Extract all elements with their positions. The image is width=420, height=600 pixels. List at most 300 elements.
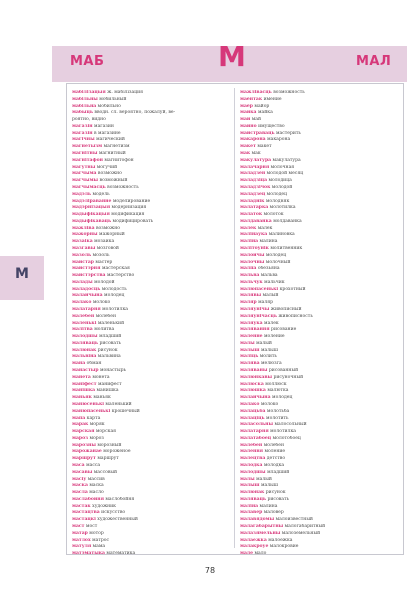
dictionary-entry [240, 287, 400, 294]
dictionary-entry [72, 97, 232, 104]
entry-headword: маліна [240, 239, 259, 245]
entry-headword: майстэрня [72, 266, 101, 272]
entry-headword: марожанае [72, 449, 102, 455]
entry-headword: мажліва [72, 225, 95, 231]
entry-definition: малёк [256, 225, 273, 231]
header-left-word: МАБ [70, 54, 105, 69]
entry-definition: карта [85, 415, 101, 421]
entry-headword: матлох [72, 537, 91, 543]
entry-headword: малацьба [240, 408, 266, 414]
entry-definition: малёк [262, 320, 279, 326]
entry-headword: малодшы [240, 469, 266, 475]
entry-headword: малатарка [240, 205, 269, 211]
entry-headword: малпа [240, 266, 257, 272]
entry-headword: малатарня [72, 307, 101, 312]
entry-definition: молотьба [265, 408, 290, 414]
dictionary-entry [72, 361, 232, 368]
dictionary-entry [240, 348, 400, 355]
entry-definition: майор [252, 103, 270, 109]
entry-headword: майстэрства [72, 273, 106, 279]
entry-definition: морская [94, 429, 117, 435]
dictionary-entry [72, 192, 232, 199]
entry-definition: манифест [96, 381, 122, 387]
dictionary-entry [240, 171, 400, 178]
dictionary-entry [240, 144, 400, 151]
dictionary-entry [240, 266, 400, 273]
entry-definition: маловер [262, 510, 284, 516]
dictionary-entry [72, 158, 232, 165]
entry-definition: имение [262, 96, 282, 102]
entry-definition: майка [256, 110, 273, 116]
entry-headword: малітва [72, 327, 93, 333]
dictionary-entry [72, 110, 232, 117]
entry-definition: молотилка [268, 205, 296, 211]
entry-headword: малако [240, 401, 260, 407]
entry-definition: в магазине [92, 130, 121, 136]
entry-definition: масло [87, 490, 104, 496]
entry-headword: мак [240, 151, 251, 157]
entry-headword: макет [240, 144, 256, 150]
entry-headword: малаток [240, 212, 263, 218]
entry-headword: малатабоец [240, 435, 272, 441]
entry-headword: магчыма [72, 171, 97, 177]
entry-headword: мадэрнізацыя [72, 205, 111, 211]
dictionary-entry [240, 185, 400, 192]
entry-headword: малойчы [240, 252, 265, 258]
dictionary-entry [72, 341, 232, 348]
entry-headword: май [240, 117, 251, 123]
entry-definition: малютка [265, 388, 289, 394]
dictionary-entry [72, 212, 232, 219]
entry-definition: магнетизм [102, 144, 130, 150]
dictionary-entry [72, 544, 232, 551]
entry-definition: магнитофон [102, 157, 134, 163]
entry-headword: мальва [240, 273, 260, 279]
dictionary-entry [72, 293, 232, 300]
entry-definition: модификация [109, 212, 145, 218]
dictionary-entry [240, 456, 400, 463]
dictionary-entry [72, 131, 232, 138]
dictionary-entry [72, 90, 232, 97]
entry-definition: возможный [98, 178, 128, 184]
entry-definition: малый [261, 293, 279, 299]
entry-headword: маляўка [240, 320, 263, 326]
dictionary-entry [240, 416, 400, 423]
dictionary-entry [240, 368, 400, 375]
entry-definition: младший [265, 469, 290, 475]
entry-headword: маляўнічасць [240, 313, 277, 319]
entry-definition: моление [263, 449, 286, 455]
dictionary-entry [240, 273, 400, 280]
entry-definition: ж. мабілізация [105, 90, 144, 95]
entry-headword: маладосць [72, 286, 101, 292]
dictionary-entry [240, 429, 400, 436]
entry-headword: маляваны [240, 368, 268, 374]
dictionary-entry [72, 314, 232, 321]
entry-definition: магнитный [97, 151, 126, 157]
dictionary-entry [240, 212, 400, 219]
entry-headword: мадэль [72, 191, 91, 197]
entry-headword: маладзён [240, 171, 266, 177]
entry-definition: маршрут [95, 456, 119, 462]
dictionary-entry [240, 280, 400, 287]
entry-headword: манюсенькі [72, 401, 104, 407]
entry-headword: малюнак [240, 490, 265, 496]
dictionary-entry [72, 124, 232, 131]
entry-definition: мастерить [274, 130, 301, 136]
dictionary-entry [240, 551, 400, 558]
entry-headword: мальчук [240, 279, 263, 285]
dictionary-entry [72, 226, 232, 233]
dictionary-entry [240, 354, 400, 361]
entry-definition: малосольный [273, 422, 307, 428]
entry-headword: мана [72, 361, 86, 367]
entry-definition: молодой месяц [265, 171, 304, 177]
entry-headword: маладзец [240, 191, 266, 197]
left-column [72, 90, 232, 558]
dictionary-entry [240, 293, 400, 300]
entry-definition: искусство [99, 510, 126, 516]
entry-definition: рисунок [264, 490, 286, 496]
dictionary-entry [72, 239, 232, 246]
dictionary-entry [240, 232, 400, 239]
dictionary-entry [72, 368, 232, 375]
dictionary-entry [240, 219, 400, 226]
dictionary-entry [72, 171, 232, 178]
dictionary-entry [240, 104, 400, 111]
dictionary-entry [240, 137, 400, 144]
entry-headword: маляр [240, 300, 257, 306]
dictionary-entry [240, 443, 400, 450]
entry-headword: марозны [72, 442, 96, 448]
dictionary-entry [72, 463, 232, 470]
entry-definition: мастер [93, 259, 113, 265]
dictionary-entry [240, 497, 400, 504]
dictionary-entry [72, 253, 232, 260]
dictionary-entry [72, 517, 232, 524]
entry-headword: малявы [240, 293, 262, 299]
entry-headword: магнетызм [72, 144, 103, 150]
header-letter: М [218, 40, 246, 73]
entry-headword: маніфест [72, 381, 97, 387]
entry-definition: обезьяна [256, 266, 280, 272]
entry-headword: мадыфікацыя [72, 212, 110, 218]
dictionary-entry [72, 287, 232, 294]
entry-definition: художник [90, 503, 117, 509]
entry-headword: манюпасенькі [72, 408, 111, 414]
entry-headword: магнітны [72, 151, 98, 157]
entry-definition: молебен [262, 442, 285, 448]
entry-headword: майстраваць [240, 130, 275, 136]
entry-headword: малдаванка [240, 218, 272, 224]
entry-headword: матэматыка [72, 551, 105, 557]
entry-headword: малодка [240, 462, 263, 468]
entry-headword: маласольны [240, 422, 274, 428]
entry-definition: вводн. сл. вероятно, пожалуй, ве- [92, 110, 176, 116]
dictionary-entry [240, 470, 400, 477]
side-tab-letter: М [15, 266, 29, 282]
entry-headword: малачарня [240, 164, 270, 170]
dictionary-entry [240, 192, 400, 199]
dictionary-entry [72, 205, 232, 212]
entry-definition: моряк [88, 422, 105, 428]
dictionary-entry [240, 531, 400, 538]
dictionary-entry [72, 246, 232, 253]
entry-definition: магический [94, 137, 125, 143]
dictionary-entry [72, 300, 232, 307]
entry-definition: возможность [271, 90, 305, 95]
dictionary-entry [240, 90, 400, 97]
entry-definition: мастерская [100, 266, 130, 272]
dictionary-entry [72, 165, 232, 172]
entry-headword: маляваць [72, 340, 99, 346]
entry-headword: мастацтва [72, 510, 100, 516]
dictionary-entry [240, 110, 400, 117]
entry-definition: макарона [265, 137, 291, 143]
entry-definition: малоизвестный [274, 517, 313, 523]
entry-headword: малява [240, 361, 260, 367]
entry-headword: матуля [72, 544, 92, 550]
entry-definition: могучий [95, 164, 118, 170]
entry-headword: маляваць [240, 496, 267, 502]
dictionary-entry [72, 375, 232, 382]
entry-definition: мобильно [96, 103, 121, 109]
entry-definition: детство [265, 456, 286, 462]
dictionary-entry [240, 463, 400, 470]
entry-headword: мабілізацыя [72, 90, 106, 95]
entry-headword: малы [240, 340, 255, 346]
entry-headword: масіў [72, 476, 87, 482]
entry-definition: морозный [95, 442, 122, 448]
entry-definition: молодец [264, 252, 287, 258]
dictionary-entry [72, 551, 232, 558]
dictionary-entry [72, 510, 232, 517]
entry-definition: мотор [87, 530, 104, 536]
dictionary-entry [240, 395, 400, 402]
entry-headword: малодшы [72, 334, 98, 340]
dictionary-entry [240, 388, 400, 395]
entry-headword: марская [72, 429, 95, 435]
entry-definition: молодой [270, 184, 293, 190]
entry-headword: малады [72, 279, 93, 285]
entry-definition: малоземельный [280, 530, 321, 536]
entry-definition: массив [86, 476, 105, 482]
dictionary-entry [72, 504, 232, 511]
entry-headword: марак [72, 422, 89, 428]
entry-definition: рисовать [266, 496, 289, 502]
entry-headword: магчымасць [72, 184, 106, 190]
entry-headword: малазямельны [240, 530, 281, 536]
dictionary-entry [240, 131, 400, 138]
entry-definition: молодец [265, 191, 287, 197]
dictionary-entry [72, 470, 232, 477]
entry-definition: крошечный [110, 408, 140, 414]
entry-headword: матар [72, 530, 88, 536]
dictionary-entry [72, 422, 232, 429]
entry-headword: маладнік [240, 198, 265, 204]
entry-definition: малый [254, 476, 272, 482]
dictionary-entry [72, 280, 232, 287]
entry-headword: мабільны [72, 96, 98, 102]
dictionary-entry [240, 477, 400, 484]
entry-headword: магазін [72, 123, 93, 129]
entry-headword: малюнак [72, 347, 97, 353]
entry-headword: малыш [240, 483, 260, 489]
entry-definition: мальва [259, 273, 278, 279]
entry-headword: магнітафон [72, 157, 103, 163]
page-number: 78 [204, 566, 216, 575]
dictionary-entry [240, 449, 400, 456]
entry-headword: маска [72, 483, 88, 489]
dictionary-entry [72, 185, 232, 192]
entry-headword: малявання [240, 327, 270, 333]
dictionary-entry [240, 422, 400, 429]
entry-definition: моление [262, 334, 285, 340]
entry-headword: мале [240, 551, 253, 557]
entry-definition: малыш [259, 347, 278, 353]
dictionary-entry [72, 199, 232, 206]
entry-headword: малебен [240, 442, 263, 448]
dictionary-entry [72, 307, 232, 314]
entry-headword: мабільна [72, 103, 97, 109]
entry-definition: возможно [96, 171, 122, 177]
entry-definition: рисунок [96, 347, 118, 353]
dictionary-entry [72, 144, 232, 151]
dictionary-entry [72, 219, 232, 226]
dictionary-entry [240, 524, 400, 531]
column-divider [234, 88, 235, 548]
entry-definition: возможно [94, 225, 120, 231]
dictionary-entry [72, 321, 232, 328]
dictionary-entry [240, 300, 400, 307]
dictionary-entry [240, 307, 400, 314]
entry-headword: майстар [72, 259, 94, 265]
entry-headword: магутны [72, 164, 96, 170]
entry-definition: роятно, видно [72, 117, 106, 123]
entry-definition: монастырь [98, 368, 127, 374]
entry-headword: мароз [72, 435, 89, 441]
dictionary-entry [72, 490, 232, 497]
entry-headword: маслабойня [72, 496, 104, 502]
entry-definition: манишка [95, 388, 119, 394]
dictionary-entry [72, 402, 232, 409]
entry-headword: мапа [72, 415, 86, 421]
dictionary-entry [240, 382, 400, 389]
entry-definition: живописный [269, 307, 302, 312]
entry-headword: мазаіка [72, 239, 93, 245]
entry-definition: рисовать [98, 340, 121, 346]
entry-definition: маляр [256, 300, 274, 306]
entry-headword: маляўнічы [240, 307, 270, 312]
entry-definition: матрос [90, 537, 110, 543]
entry-definition: мальчик [262, 279, 285, 285]
entry-headword: магчымы [72, 178, 99, 184]
dictionary-entry [240, 321, 400, 328]
entry-definition: монета [90, 374, 110, 380]
dictionary-entry [72, 483, 232, 490]
entry-headword: малюшка [240, 388, 266, 394]
entry-headword: манастыр [72, 368, 99, 374]
entry-headword: мадыфікаваць [72, 218, 112, 224]
entry-definition: молоко [259, 401, 279, 407]
entry-headword: малатарня [240, 429, 269, 435]
dictionary-entry [240, 504, 400, 511]
dictionary-entry [72, 334, 232, 341]
dictionary-entry [240, 246, 400, 253]
entry-definition: молодость [100, 286, 127, 292]
entry-definition: массовый [92, 469, 118, 475]
entry-headword: майно [240, 123, 257, 129]
entry-definition: молить [258, 354, 277, 360]
dictionary-entry [72, 273, 232, 280]
entry-definition: молотилка [100, 307, 129, 312]
dictionary-entry [240, 205, 400, 212]
entry-definition: мозаика [92, 239, 115, 245]
entry-headword: маса [72, 462, 85, 468]
dictionary-entry [72, 477, 232, 484]
entry-headword: малы [240, 476, 255, 482]
dictionary-entry [240, 239, 400, 246]
entry-definition: мост [84, 524, 98, 529]
entry-headword: масавы [72, 469, 93, 475]
dictionary-entry [240, 436, 400, 443]
entry-definition: май [250, 117, 262, 123]
entry-definition: маленький [103, 401, 132, 407]
entry-headword: маліць [240, 354, 259, 360]
entry-headword: маёнтак [240, 96, 263, 102]
entry-definition: макет [255, 144, 272, 150]
entry-definition: молоток [262, 212, 284, 218]
dictionary-entry [72, 117, 232, 124]
entry-headword: макарона [240, 137, 266, 143]
right-column [240, 90, 400, 558]
entry-definition: малыш [259, 483, 278, 489]
entry-definition: масса [84, 462, 101, 468]
entry-headword: малавядомы [240, 517, 275, 523]
entry-definition: маска [87, 483, 104, 489]
entry-definition: малоежка [266, 537, 293, 543]
entry-headword: мажлівасць [240, 90, 272, 95]
entry-headword: маладзіца [240, 178, 268, 184]
dictionary-entry [240, 375, 400, 382]
dictionary-entry [72, 232, 232, 239]
entry-headword: маленне [240, 334, 263, 340]
entry-definition: молодка [262, 462, 285, 468]
entry-headword: малення [240, 449, 264, 455]
dictionary-entry [72, 531, 232, 538]
entry-definition: малый [254, 340, 272, 346]
entry-headword: малавер [240, 510, 263, 516]
entry-headword: мастацкі [72, 517, 96, 523]
dictionary-entry [240, 409, 400, 416]
entry-headword: маршрут [72, 456, 96, 462]
dictionary-entry [72, 524, 232, 531]
entry-definition: молебен [94, 313, 117, 319]
dictionary-entry [240, 402, 400, 409]
dictionary-entry [72, 436, 232, 443]
entry-headword: малітоўнік [240, 245, 269, 251]
entry-definition: крохотный [278, 286, 306, 292]
entry-definition: молодняк [264, 198, 290, 204]
entry-headword: маліна [240, 503, 259, 509]
entry-definition: имущество [256, 123, 285, 129]
entry-definition: молочный [264, 259, 291, 265]
dictionary-entry [72, 178, 232, 185]
entry-definition: рисование [269, 327, 297, 333]
entry-definition: молотить [264, 415, 289, 421]
entry-headword: малюска [240, 381, 264, 387]
dictionary-entry [240, 341, 400, 348]
